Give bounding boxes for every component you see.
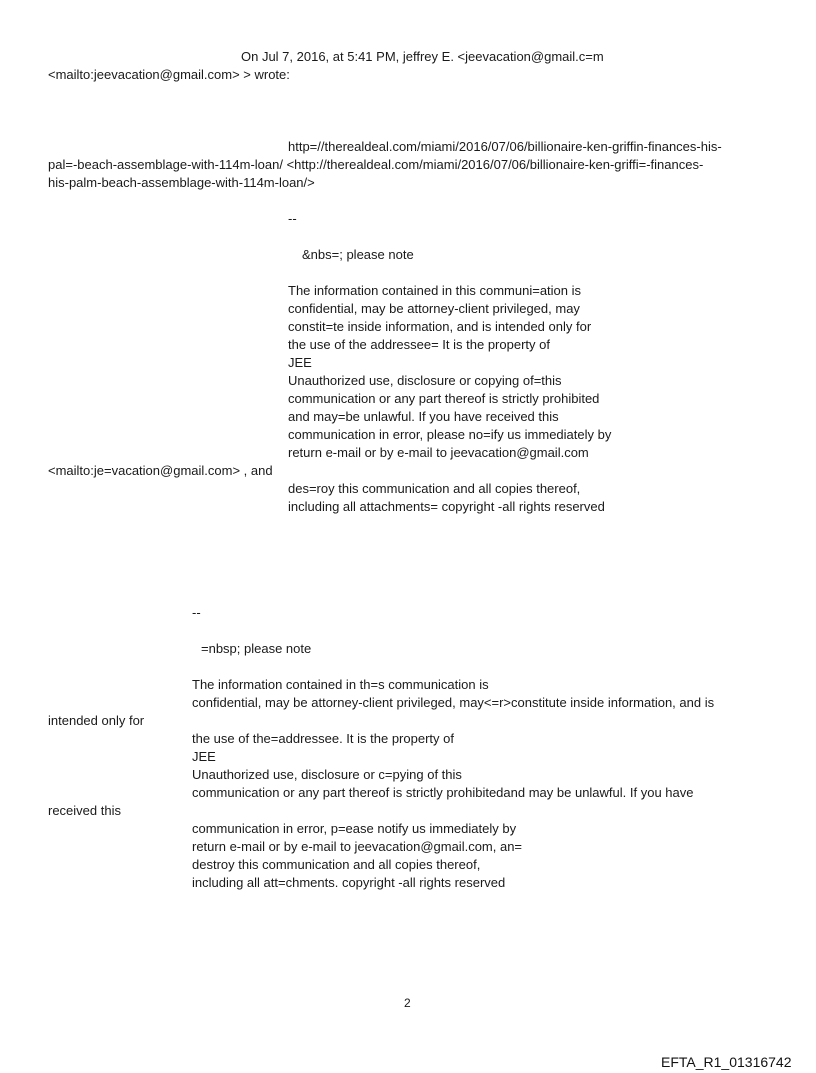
disclaimer-line: Unauthorized use, disclosure or copying of=this bbox=[288, 373, 562, 388]
disclaimer-line: including all attachments= copyright -all rights reserved bbox=[288, 499, 605, 514]
disclaimer-wrap-line: received this bbox=[48, 803, 121, 818]
signature-separator: -- bbox=[192, 605, 201, 620]
disclaimer-line: The information contained in this communi=ation is bbox=[288, 283, 582, 298]
email-header-mailto: <mailto:jeevacation@gmail.com> > wrote: bbox=[48, 67, 290, 82]
disclaimer-line: and may=be unlawful. If you have received this bbox=[288, 409, 559, 424]
disclaimer-line: confidential, may be attorney-client privileged, may<=r>constitute inside information, and is bbox=[192, 695, 715, 710]
disclaimer-line: The information contained in th=s communication is bbox=[192, 677, 489, 692]
page-number: 2 bbox=[404, 996, 411, 1010]
disclaimer-line: JEE bbox=[192, 749, 216, 764]
disclaimer-line: JEE bbox=[288, 355, 312, 370]
please-note-label: =nbsp; please note bbox=[201, 641, 312, 656]
document-id: EFTA_R1_01316742 bbox=[661, 1054, 792, 1070]
disclaimer-line: including all att=chments. copyright -all rights reserved bbox=[192, 875, 506, 890]
disclaimer-line: constit=te inside information, and is intended only for bbox=[288, 319, 592, 334]
disclaimer-mailto: <mailto:je=vacation@gmail.com> , and bbox=[48, 463, 273, 478]
disclaimer-wrap-line: intended only for bbox=[48, 713, 145, 728]
disclaimer-line: des=roy this communication and all copies thereof, bbox=[288, 481, 581, 496]
disclaimer-line: confidential, may be attorney-client privileged, may bbox=[288, 301, 580, 316]
please-note-label: &nbs=; please note bbox=[302, 247, 414, 262]
disclaimer-line: return e-mail or by e-mail to jeevacation@gmail.com, an= bbox=[192, 839, 523, 854]
signature-separator: -- bbox=[288, 211, 297, 226]
article-link-line: http=//therealdeal.com/miami/2016/07/06/billionaire-ken-griffin-finances-his- bbox=[288, 139, 722, 154]
disclaimer-line: destroy this communication and all copies thereof, bbox=[192, 857, 481, 872]
article-link-line: his-palm-beach-assemblage-with-114m-loan/> bbox=[48, 175, 315, 190]
disclaimer-line: the use of the addressee= It is the property of bbox=[288, 337, 550, 352]
disclaimer-line: Unauthorized use, disclosure or c=pying of this bbox=[192, 767, 462, 782]
email-header-line: On Jul 7, 2016, at 5:41 PM, jeffrey E. <jeevacation@gmail.c=m bbox=[241, 49, 604, 64]
disclaimer-line: the use of the=addressee. It is the property of bbox=[192, 731, 454, 746]
disclaimer-line: return e-mail or by e-mail to jeevacation@gmail.com bbox=[288, 445, 589, 460]
disclaimer-line: communication or any part thereof is strictly prohibited bbox=[288, 391, 600, 406]
article-link-line: pal=-beach-assemblage-with-114m-loan/ <http://therealdeal.com/miami/2016/07/06/billionaire-ken-griffi=-finances- bbox=[48, 157, 704, 172]
disclaimer-line: communication in error, please no=ify us immediately by bbox=[288, 427, 612, 442]
disclaimer-line: communication in error, p=ease notify us immediately by bbox=[192, 821, 517, 836]
disclaimer-line: communication or any part thereof is strictly prohibitedand may be unlawful. If you have bbox=[192, 785, 694, 800]
